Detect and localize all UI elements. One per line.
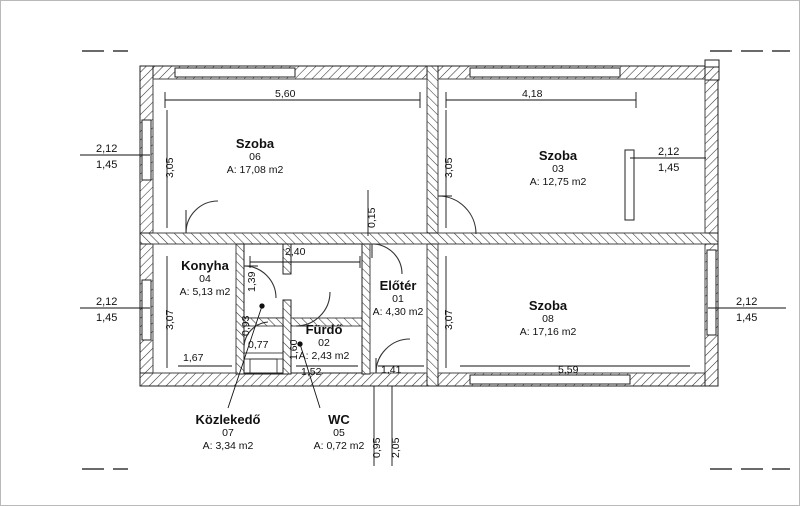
room-label-elotér-01 (348, 278, 448, 318)
side-value-lower: 1,45 (96, 158, 118, 171)
dim-elotér-bottom: 1,41 (381, 364, 402, 376)
dim-konyha-top: 2,40 (285, 246, 306, 258)
dim-wc-depth: 0,77 (248, 339, 269, 351)
room-number: 07 (222, 427, 234, 440)
dim-wc-offset: 0,95 (371, 437, 383, 458)
room-name: Szoba (528, 298, 568, 313)
room-number: 02 (318, 337, 330, 350)
room-label-konyha-04 (150, 258, 260, 298)
room-label-szoba-06 (175, 136, 335, 176)
side-value-lower: 1,45 (96, 311, 118, 324)
room-number: 04 (199, 273, 211, 286)
dim-furdo-bottom: 1,52 (301, 366, 322, 378)
side-value-upper: 2,12 (658, 146, 680, 158)
room-name: Szoba (538, 148, 578, 163)
dim-wall-thickness: 0,15 (366, 207, 378, 228)
room-area: A: 12,75 m2 (529, 175, 587, 188)
dim-bottom-right: 5,59 (558, 364, 579, 376)
room-area: A: 3,34 m2 (202, 439, 254, 452)
side-label-left-top (96, 142, 117, 174)
room-name: Előtér (379, 278, 417, 293)
room-area: A: 17,08 m2 (226, 163, 284, 176)
dim-furdo-inner: 1,60 (288, 339, 300, 360)
side-value-upper: 2,12 (736, 296, 758, 308)
room-number: 03 (552, 163, 564, 176)
room-name: WC (328, 412, 350, 427)
side-label-left-mid (96, 295, 117, 327)
room-area: A: 5,13 m2 (179, 285, 231, 298)
dim-konyha-height: 3,07 (164, 309, 176, 330)
side-value-upper: 2,12 (96, 296, 118, 308)
dim-bottom-total: 2,05 (390, 437, 402, 458)
room-label-kozlekedo-07 (156, 412, 300, 452)
room-number: 08 (542, 313, 554, 326)
side-value-upper: 2,12 (96, 143, 118, 155)
room-area: A: 4,30 m2 (372, 305, 424, 318)
side-label-right-mid (736, 295, 757, 327)
dim-furdo-width: 1,39 (246, 271, 258, 292)
dim-szoba03-height: 3,05 (443, 157, 455, 178)
room-number: 06 (249, 151, 261, 164)
room-label-szoba-08 (468, 298, 628, 338)
room-name: Konyha (181, 258, 229, 273)
room-number: 01 (392, 293, 404, 306)
room-area: A: 2,43 m2 (298, 349, 350, 362)
side-value-lower: 1,45 (736, 311, 758, 324)
room-name: Fürdő (305, 322, 343, 337)
dim-top-left: 5,60 (275, 88, 296, 100)
dim-szoba06-height: 3,05 (164, 157, 176, 178)
room-name: Szoba (235, 136, 275, 151)
room-label-szoba-03 (478, 148, 638, 188)
room-number: 05 (333, 427, 345, 440)
dim-wc-width: 0,93 (240, 315, 252, 336)
room-area: A: 0,72 m2 (313, 439, 365, 452)
dim-top-right: 4,18 (522, 88, 543, 100)
dim-elotér-height: 3,07 (443, 309, 455, 330)
side-value-lower: 1,45 (658, 161, 680, 174)
side-label-right-top (658, 145, 679, 177)
dim-konyha-bottom: 1,67 (183, 352, 204, 364)
room-area: A: 17,16 m2 (519, 325, 577, 338)
room-name: Közlekedő (195, 412, 261, 427)
